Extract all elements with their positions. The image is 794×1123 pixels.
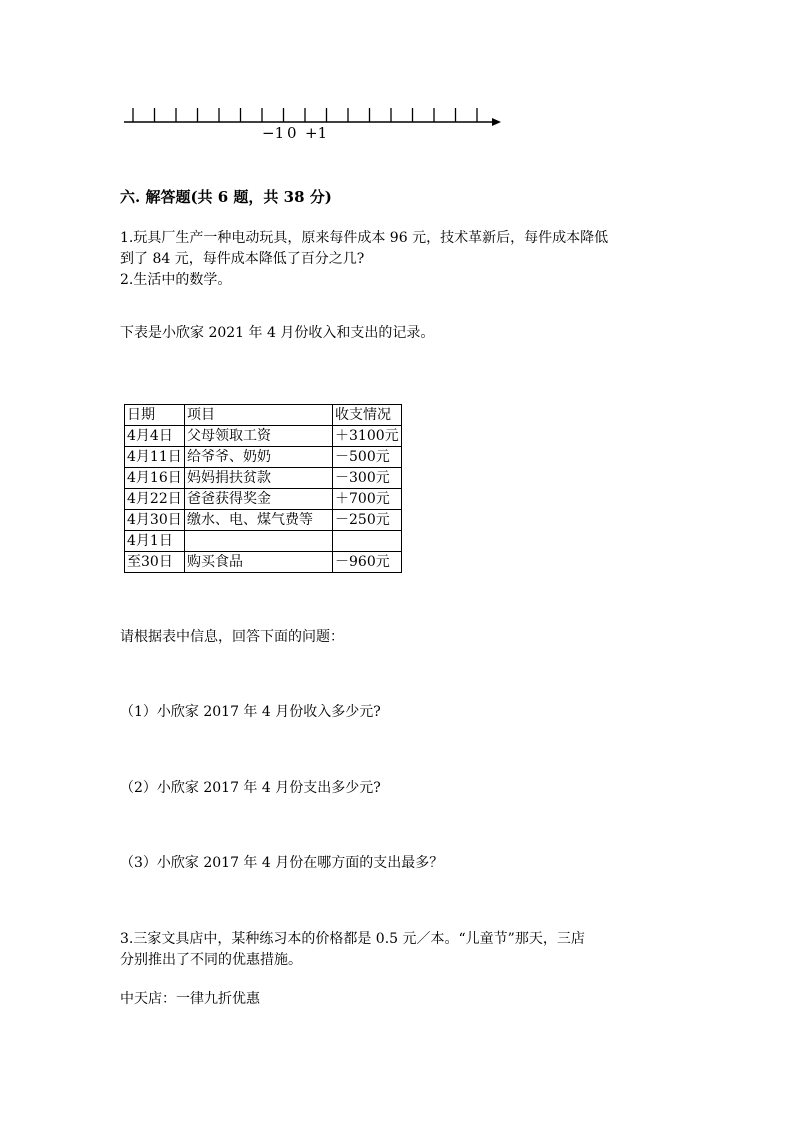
table-header-amount: 收支情况 bbox=[333, 405, 402, 426]
table-row bbox=[125, 468, 402, 489]
table-cell-amount: －500元 bbox=[333, 447, 402, 468]
number-line-label-minus1: −1 bbox=[262, 124, 285, 142]
q2-intro: 下表是小欣家 2021 年 4 月份收入和支出的记录。 bbox=[120, 325, 435, 341]
table-row bbox=[125, 531, 402, 552]
q2-title: 2.生活中的数学。 bbox=[120, 272, 232, 288]
q2-prompt: 请根据表中信息，回答下面的问题： bbox=[120, 629, 344, 645]
table-row bbox=[125, 510, 402, 531]
table-cell-item: 给爷爷、奶奶 bbox=[185, 447, 333, 468]
table-cell-date: 至30日 bbox=[125, 552, 185, 573]
table-cell-item: 妈妈捐扶贫款 bbox=[185, 468, 333, 489]
table-cell-date: 4月1日 bbox=[125, 531, 185, 552]
table-cell-item: 爸爸获得奖金 bbox=[185, 489, 333, 510]
q2-sub1: （1）小欣家 2017 年 4 月份收入多少元? bbox=[120, 704, 381, 720]
q2-sub3: （3）小欣家 2017 年 4 月份在哪方面的支出最多？ bbox=[120, 855, 444, 871]
table-header-row bbox=[125, 405, 402, 426]
table-cell-date: 4月16日 bbox=[125, 468, 185, 489]
number-line-label-0: 0 bbox=[287, 124, 297, 142]
table-row bbox=[125, 552, 402, 573]
table-cell-amount bbox=[333, 531, 402, 552]
q2-sub2: （2）小欣家 2017 年 4 月份支出多少元? bbox=[120, 780, 381, 796]
number-line-label-plus1: +1 bbox=[305, 124, 328, 142]
table-cell-amount: ＋3100元 bbox=[333, 426, 402, 447]
q1-line1: 1.玩具厂生产一种电动玩具，原来每件成本 96 元，技术革新后，每件成本降低 bbox=[120, 230, 609, 246]
table-row bbox=[125, 447, 402, 468]
table-cell-date: 4月11日 bbox=[125, 447, 185, 468]
q3-store1: 中天店：一律九折优惠 bbox=[120, 991, 260, 1007]
table-cell-date: 4月30日 bbox=[125, 510, 185, 531]
table-cell-amount: －300元 bbox=[333, 468, 402, 489]
table-row bbox=[125, 426, 402, 447]
q1-line2: 到了 84 元，每件成本降低了百分之几? bbox=[120, 251, 365, 267]
table-cell-amount: ＋700元 bbox=[333, 489, 402, 510]
table-cell-amount: －250元 bbox=[333, 510, 402, 531]
q3-line1: 3.三家文具店中，某种练习本的价格都是 0.5 元／本。“儿童节”那天，三店 bbox=[120, 931, 585, 947]
table-cell-item: 父母领取工资 bbox=[185, 426, 333, 447]
table-cell-item bbox=[185, 531, 333, 552]
table-row bbox=[125, 489, 402, 510]
table-header-date: 日期 bbox=[125, 405, 185, 426]
table-header-item: 项目 bbox=[185, 405, 333, 426]
table-cell-date: 4月4日 bbox=[125, 426, 185, 447]
table-cell-item: 缴水、电、煤气费等 bbox=[185, 510, 333, 531]
table-cell-amount: －960元 bbox=[333, 552, 402, 573]
income-expense-table bbox=[124, 404, 402, 573]
number-line-arrow bbox=[492, 118, 501, 126]
section-title: 六. 解答题(共 6 题，共 38 分) bbox=[120, 188, 332, 206]
q3-line2: 分别推出了不同的优惠措施。 bbox=[120, 952, 302, 968]
table-cell-date: 4月22日 bbox=[125, 489, 185, 510]
number-line-ticks bbox=[133, 108, 477, 122]
table-cell-item: 购买食品 bbox=[185, 552, 333, 573]
